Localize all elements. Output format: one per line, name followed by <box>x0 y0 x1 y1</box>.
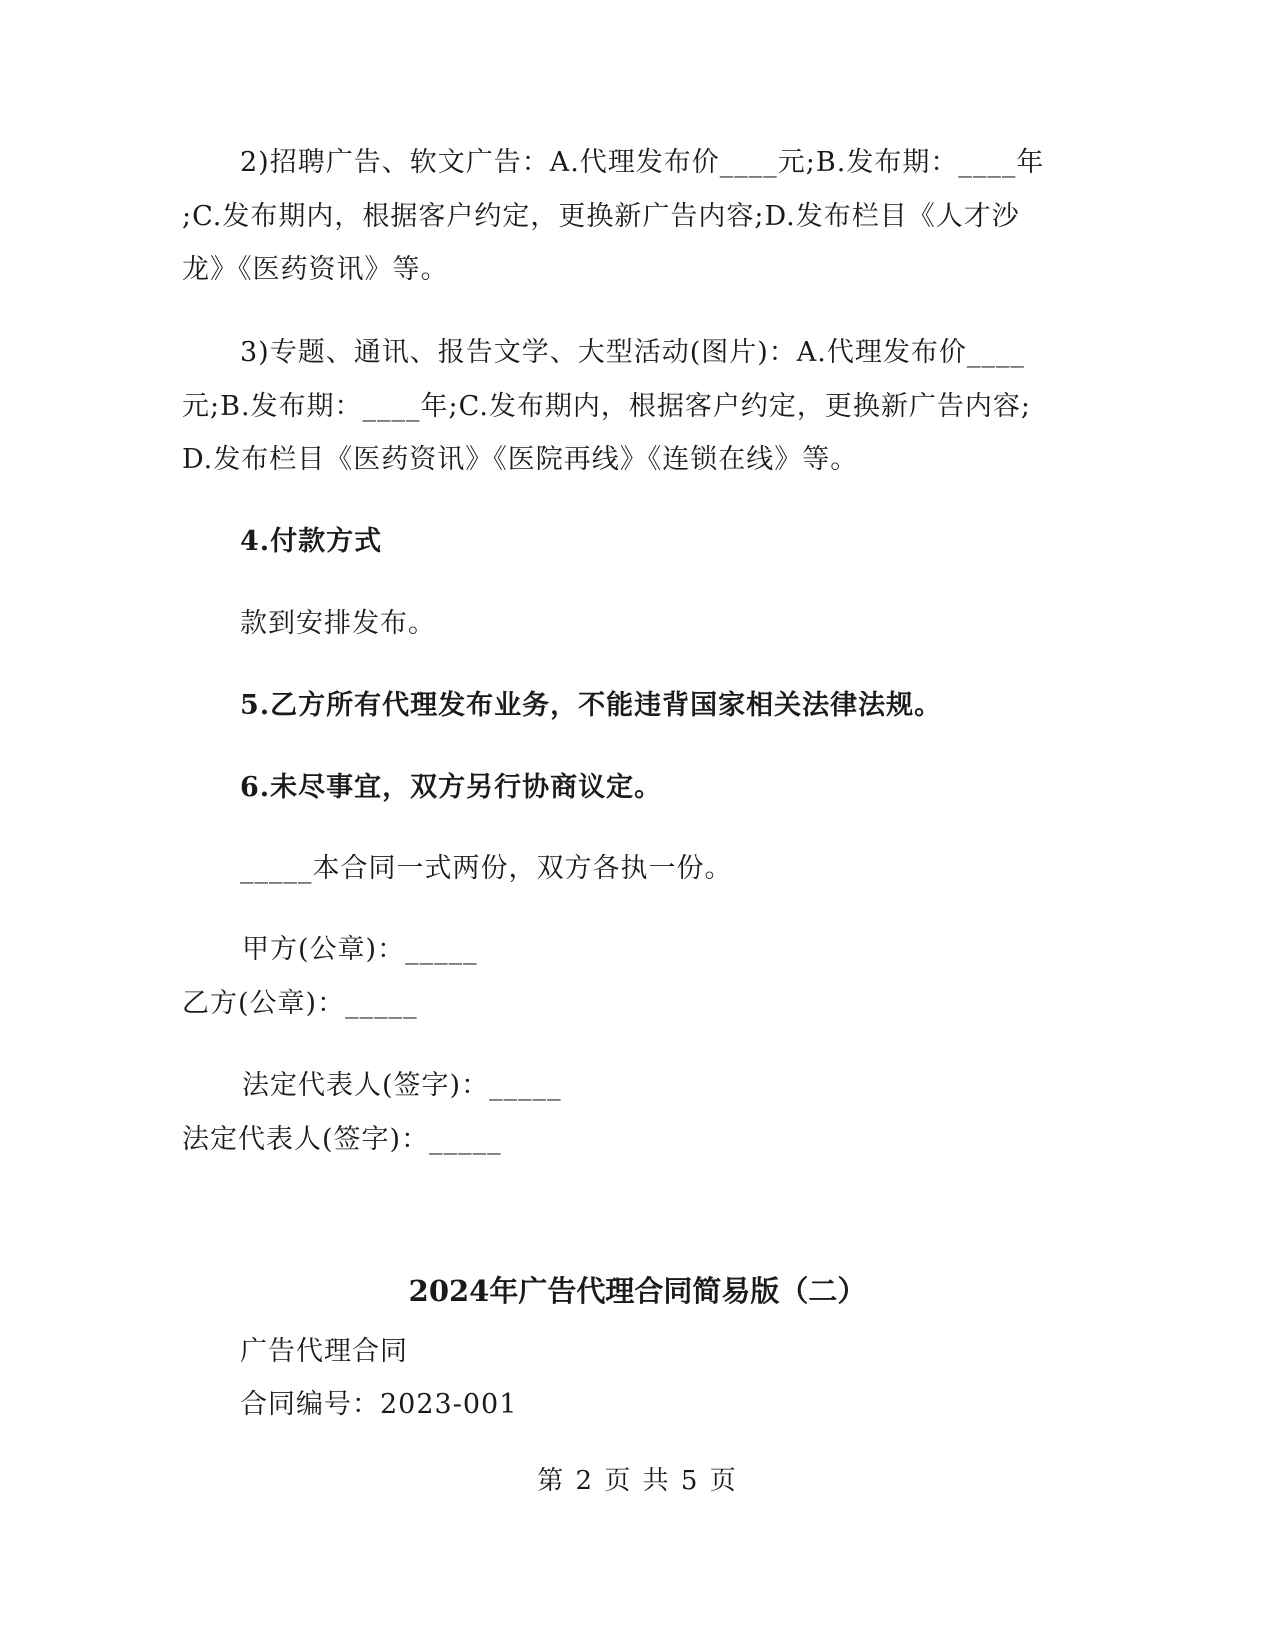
clause-2-line-3: 龙》《医药资讯》等。 <box>182 254 449 285</box>
clause-3-line-1: 3)专题、通讯、报告文学、大型活动(图片)：A.代理发布价____ <box>240 337 1025 368</box>
payment-body: 款到安排发布。 <box>240 608 436 639</box>
legal-rep-a: 法定代表人(签字)：_____ <box>242 1070 562 1101</box>
contract-number: 合同编号：2023-001 <box>240 1389 518 1420</box>
clause-2-line-2: ;C.发布期内，根据客户约定，更换新广告内容;D.发布栏目《人才沙 <box>182 201 1020 232</box>
party-a-seal: 甲方(公章)：_____ <box>242 934 478 965</box>
party-b-seal: 乙方(公章)：_____ <box>182 988 418 1019</box>
payment-heading: 4.付款方式 <box>240 526 383 557</box>
clause-2-line-1: 2)招聘广告、软文广告：A.代理发布价____元;B.发布期：____年 <box>240 147 1045 178</box>
clause-5: 5.乙方所有代理发布业务，不能违背国家相关法律法规。 <box>240 690 943 721</box>
clause-3-line-3: D.发布栏目《医药资讯》《医院再线》《连锁在线》等。 <box>182 444 859 475</box>
second-contract-subtitle: 广告代理合同 <box>240 1336 408 1367</box>
clause-3-line-2: 元;B.发布期：____年;C.发布期内，根据客户约定，更换新广告内容; <box>182 391 1031 422</box>
copies-statement: _____本合同一式两份，双方各执一份。 <box>240 853 733 884</box>
legal-rep-b: 法定代表人(签字)：_____ <box>182 1124 502 1155</box>
second-contract-title: 2024年广告代理合同简易版（二） <box>408 1274 867 1308</box>
clause-6: 6.未尽事宜，双方另行协商议定。 <box>240 772 663 803</box>
page-indicator: 第 2 页 共 5 页 <box>537 1466 738 1496</box>
